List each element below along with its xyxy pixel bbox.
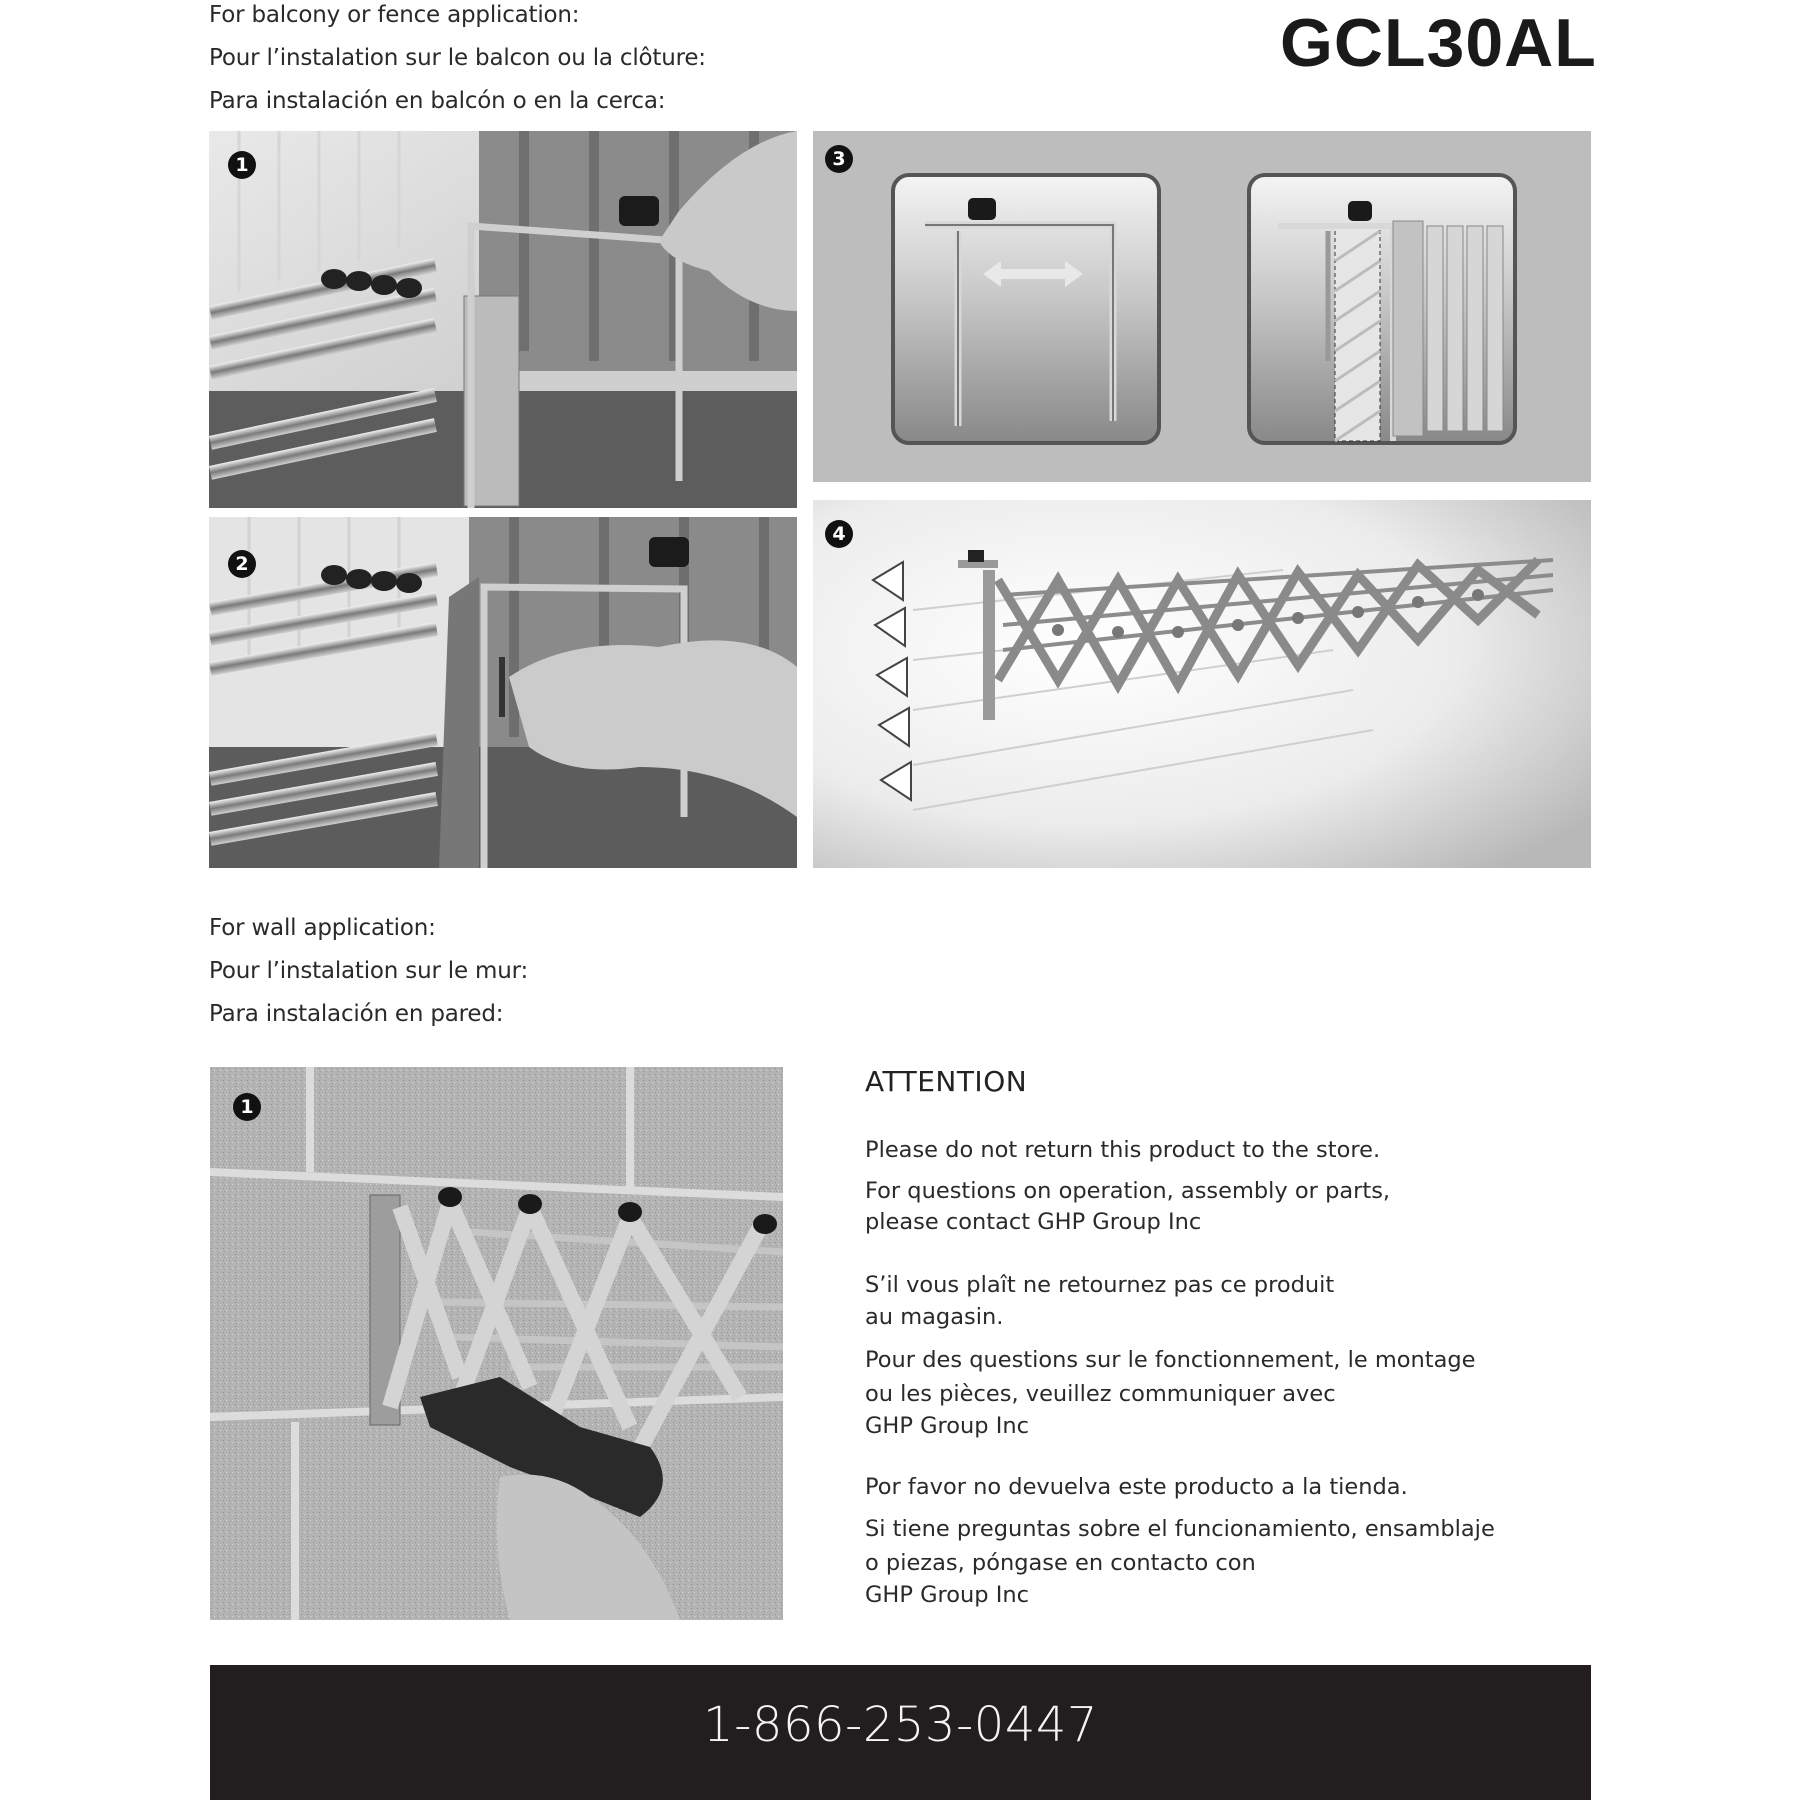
attention-en-line: please contact GHP Group Inc [865, 1209, 1202, 1235]
step-badge: 3 [825, 145, 853, 173]
attention-en-line: For questions on operation, assembly or parts, [865, 1178, 1391, 1204]
attention-title: ATTENTION [865, 1065, 1028, 1098]
attention-es-line: o piezas, póngase en contacto con [865, 1550, 1256, 1576]
attention-fr-line: S’il vous plaît ne retournez pas ce produit [865, 1272, 1335, 1298]
balcony-heading-fr: Pour l’instalation sur le balcon ou la clôture: [209, 45, 706, 71]
attention-fr-line: au magasin. [865, 1304, 1004, 1330]
footer-bar [210, 1665, 1591, 1800]
support-phone-number: 1-866-253-0447 [703, 1697, 1098, 1753]
attention-fr-line: ou les pièces, veuillez communiquer avec [865, 1381, 1336, 1407]
step-badge: 4 [825, 520, 853, 548]
attention-es-line: GHP Group Inc [865, 1582, 1029, 1608]
step-badge: 1 [233, 1093, 261, 1121]
step-3-bracket-illustration [813, 131, 1591, 482]
step-badge: 1 [228, 151, 256, 179]
step-1-wall-photo [210, 1067, 783, 1620]
step-badge: 2 [228, 550, 256, 578]
balcony-heading-es: Para instalación en balcón o en la cerca: [209, 88, 666, 114]
step-2-balcony-photo [209, 517, 797, 868]
attention-fr-line: GHP Group Inc [865, 1413, 1029, 1439]
balcony-heading-en: For balcony or fence application: [209, 2, 580, 28]
wall-heading-es: Para instalación en pared: [209, 1001, 504, 1027]
wall-heading-fr: Pour l’instalation sur le mur: [209, 958, 529, 984]
step-1-balcony-photo [209, 131, 797, 508]
wall-heading-en: For wall application: [209, 915, 436, 941]
model-number: GCL30AL [1280, 5, 1597, 81]
attention-fr-line: Pour des questions sur le fonctionnement, le montage [865, 1347, 1476, 1373]
attention-es-line: Por favor no devuelva este producto a la tienda. [865, 1474, 1408, 1500]
attention-en-line: Please do not return this product to the store. [865, 1137, 1381, 1163]
attention-es-line: Si tiene preguntas sobre el funcionamiento, ensamblaje [865, 1516, 1495, 1542]
step-4-rack-illustration [813, 500, 1591, 868]
